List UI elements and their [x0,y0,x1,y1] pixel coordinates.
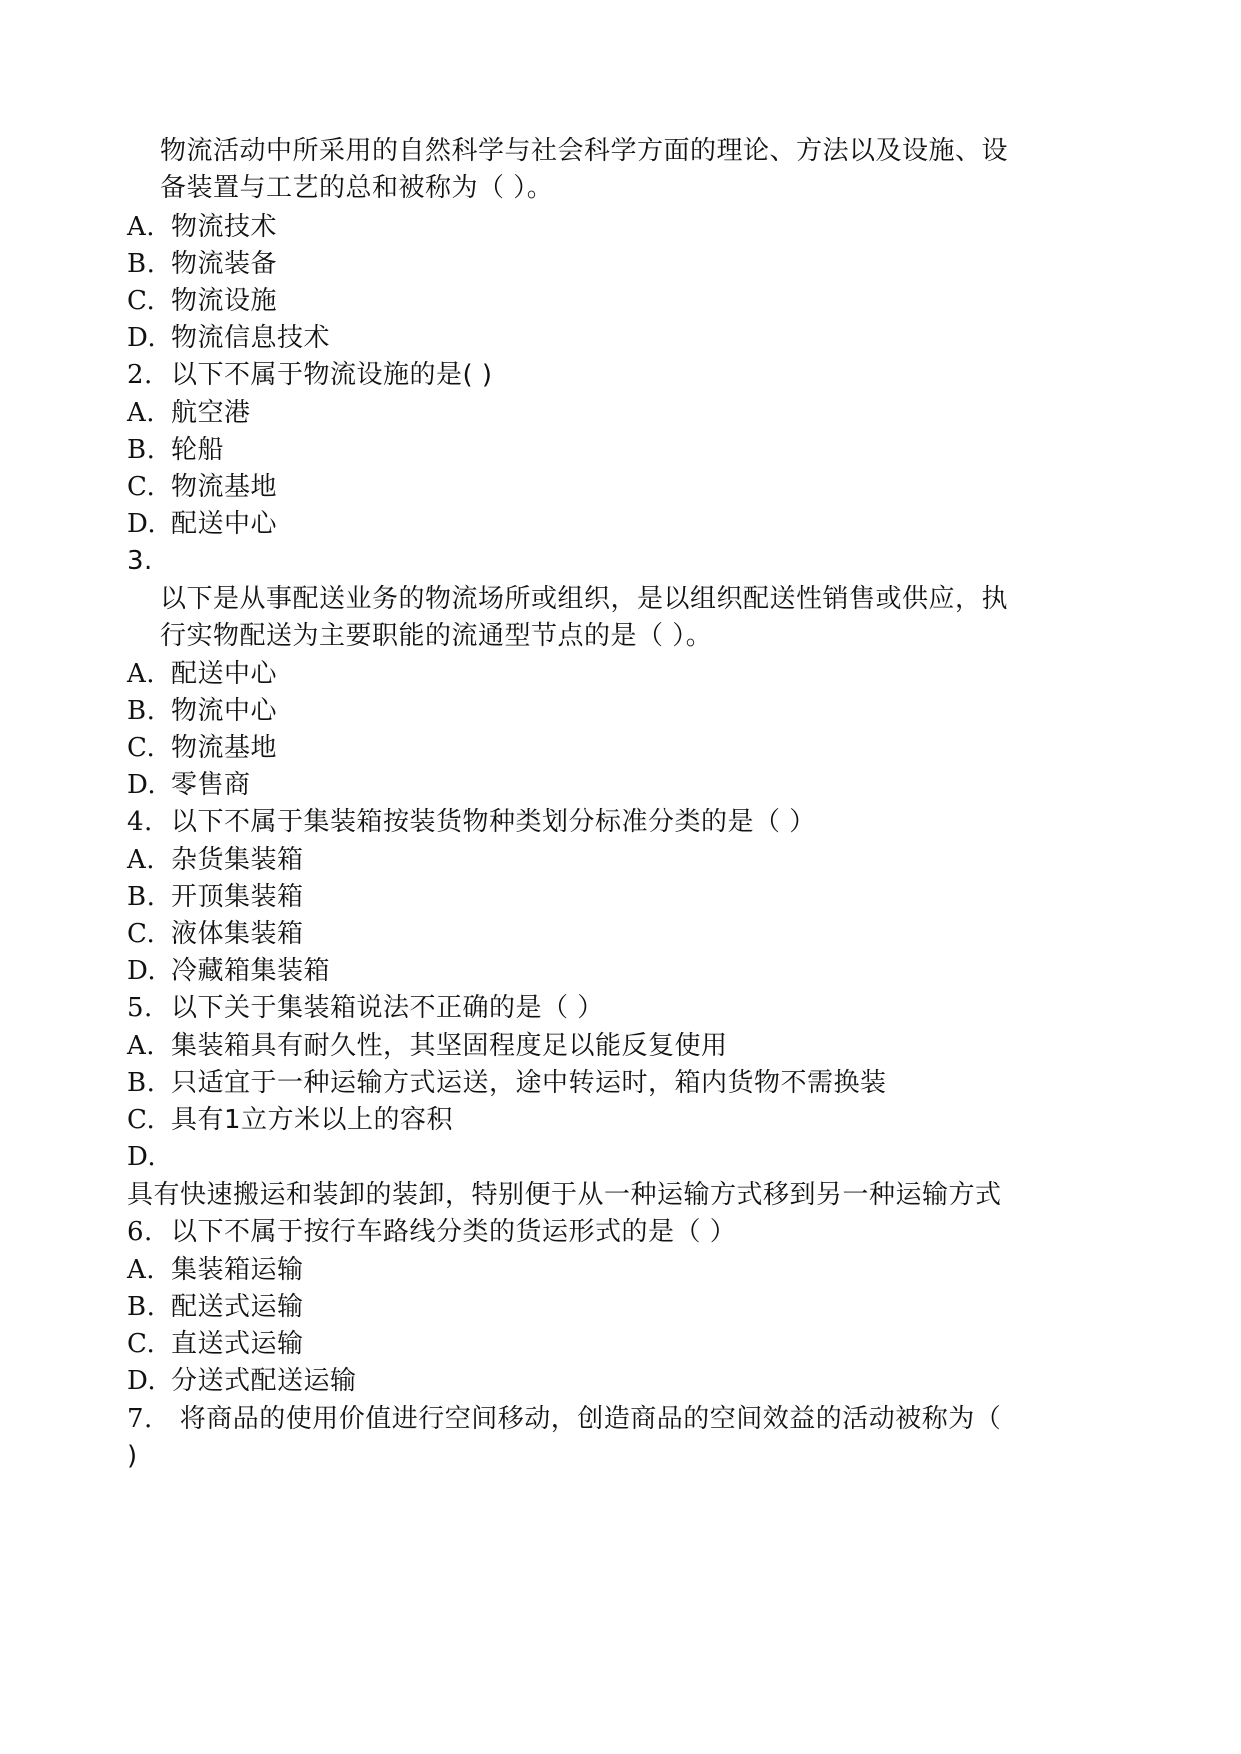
option-text: 零售商 [171,770,251,800]
option-label: B. [127,435,156,465]
option-text: 分送式配送运输 [171,1366,357,1396]
option-text: 冷藏箱集装箱 [171,956,331,986]
option-text: 物流基地 [171,472,278,502]
question-3-option-a [127,656,277,692]
question-text: 以下不属于物流设施的是( ) [171,360,493,390]
option-text: 物流技术 [171,212,278,242]
question-6-option-d [127,1363,357,1399]
option-label: A. [127,1031,156,1061]
question-text: 以下不属于集装箱按装货物种类划分标准分类的是（ ） [171,807,816,837]
option-text: 配送中心 [171,659,278,689]
question-3-option-d [127,767,251,803]
option-label: C. [127,1329,156,1359]
question-4-option-d [127,953,330,989]
question-2-option-a [127,395,251,431]
question-6-option-c [127,1326,304,1362]
question-3-stem-line-2: 行实物配送为主要职能的流通型节点的是（ ）。 [160,621,713,651]
question-text: 以下关于集装箱说法不正确的是（ ） [171,993,604,1023]
option-label: C. [127,286,156,316]
option-text: 配送中心 [171,509,278,539]
question-4-option-b [127,879,304,915]
question-5-stem [127,990,604,1026]
question-number: 5. [127,993,153,1023]
option-label: A. [127,659,156,689]
question-4-option-a [127,842,304,878]
question-6-option-b [127,1289,304,1325]
question-3-number: 3. [127,546,153,576]
question-7-stem-tail: ) [127,1441,138,1471]
question-1-option-d [127,320,330,356]
option-label: B. [127,249,156,279]
question-text: 以下不属于按行车路线分类的货运形式的是（ ） [171,1217,737,1247]
option-text: 物流设施 [171,286,278,316]
question-2-option-d [127,506,277,542]
option-label: B. [127,1292,156,1322]
option-label: C. [127,919,156,949]
option-text: 配送式运输 [171,1292,304,1322]
option-label: D. [127,1142,157,1172]
option-text: 航空港 [171,398,251,428]
question-1-stem-line-2: 备装置与工艺的总和被称为（ ）。 [160,173,554,203]
question-6-stem [127,1214,736,1250]
question-1-option-a [127,209,277,245]
option-label: A. [127,1255,156,1285]
option-text: 直送式运输 [171,1329,304,1359]
option-text: 具有1立方米以上的容积 [171,1105,454,1135]
option-text: 物流装备 [171,249,278,279]
question-number: 4. [127,807,153,837]
question-3-option-b [127,693,277,729]
question-6-option-a [127,1252,304,1288]
question-5-option-a [127,1028,728,1064]
question-3-option-c [127,730,277,766]
question-number: 2. [127,360,153,390]
option-label: C. [127,472,156,502]
option-text: 开顶集装箱 [171,882,304,912]
question-1-option-c [127,283,277,319]
question-5-option-d [127,1139,171,1175]
question-text: 将商品的使用价值进行空间移动，创造商品的空间效益的活动被称为（ [171,1404,1002,1434]
question-4-stem [127,804,816,840]
question-5-option-b [127,1065,887,1101]
question-5-option-c [127,1102,453,1138]
option-label: A. [127,212,156,242]
question-1-stem-line-1: 物流活动中所采用的自然科学与社会科学方面的理论、方法以及设施、设 [160,136,1009,166]
option-text: 集装箱运输 [171,1255,304,1285]
option-label: D. [127,323,157,353]
option-label: D. [127,1366,157,1396]
question-4-option-c [127,916,304,952]
option-text: 轮船 [171,435,225,465]
option-label: C. [127,1105,156,1135]
option-text: 液体集装箱 [171,919,304,949]
question-number: 6. [127,1217,153,1247]
option-label: C. [127,733,156,763]
option-label: B. [127,1068,156,1098]
option-text: 杂货集装箱 [171,845,304,875]
question-3-stem-line-1: 以下是从事配送业务的物流场所或组织，是以组织配送性销售或供应，执 [160,584,1009,614]
option-label: A. [127,398,156,428]
option-label: B. [127,696,156,726]
question-2-option-c [127,469,277,505]
question-1-option-b [127,246,277,282]
question-number: 7. [127,1404,153,1434]
option-text: 集装箱具有耐久性，其坚固程度足以能反复使用 [171,1031,728,1061]
option-label: B. [127,882,156,912]
option-label: D. [127,770,157,800]
option-text: 只适宜于一种运输方式运送，途中转运时，箱内货物不需换装 [171,1068,887,1098]
option-text: 物流基地 [171,733,278,763]
option-text: 物流中心 [171,696,278,726]
option-text: 物流信息技术 [171,323,331,353]
option-label: D. [127,956,157,986]
question-7-stem [127,1401,1001,1437]
question-2-stem [127,357,493,393]
question-2-option-b [127,432,224,468]
option-label: D. [127,509,157,539]
option-label: A. [127,845,156,875]
question-5-option-d-text: 具有快速搬运和装卸的装卸，特别便于从一种运输方式移到另一种运输方式 [127,1180,1002,1210]
